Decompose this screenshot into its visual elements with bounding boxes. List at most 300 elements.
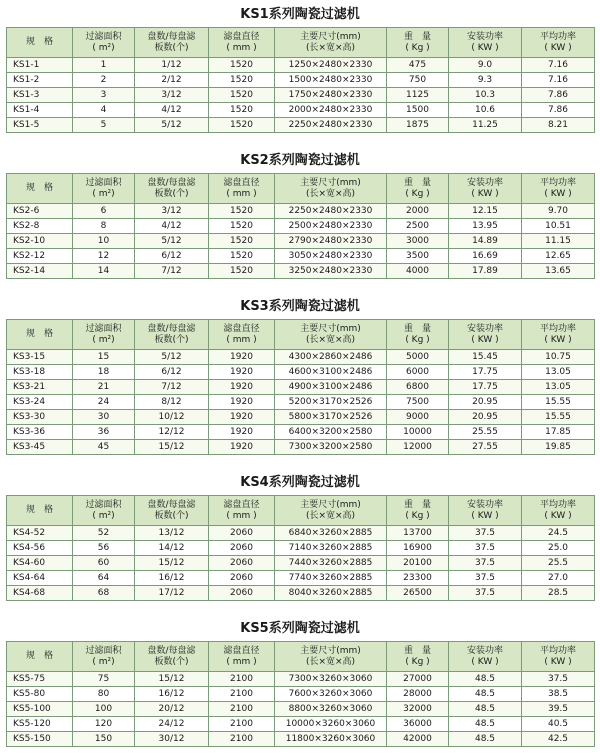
table-cell: 1500×2480×2330 <box>275 73 387 88</box>
table-cell: 2060 <box>209 571 275 586</box>
table-cell: 1920 <box>209 410 275 425</box>
table-cell: 39.5 <box>522 702 595 717</box>
column-header <box>73 496 135 526</box>
table-cell: KS4-52 <box>7 526 73 541</box>
table-cell: 36 <box>73 425 135 440</box>
column-header <box>387 28 449 58</box>
header-row <box>7 28 595 58</box>
table-cell: 37.5 <box>449 556 522 571</box>
section-title: KS2系列陶瓷过滤机 <box>240 153 360 168</box>
table-cell: 13.05 <box>522 380 595 395</box>
column-header <box>73 174 135 204</box>
spec-table <box>6 641 595 747</box>
column-header <box>73 28 135 58</box>
section-ks1 <box>6 6 594 133</box>
table-cell: 14/12 <box>135 541 209 556</box>
table-cell: 17/12 <box>135 586 209 601</box>
table-cell: 9000 <box>387 410 449 425</box>
table-cell: 120 <box>73 717 135 732</box>
column-header <box>522 320 595 350</box>
header-line: 滤盘直径 <box>223 31 260 42</box>
table-cell: 5800×3170×2526 <box>275 410 387 425</box>
table-cell: 1750×2480×2330 <box>275 88 387 103</box>
section-ks5 <box>6 620 594 747</box>
table-cell: 37.5 <box>449 586 522 601</box>
table-cell: KS2-12 <box>7 249 73 264</box>
table-cell: 3/12 <box>135 88 209 103</box>
table-cell: 750 <box>387 73 449 88</box>
table-row <box>7 395 595 410</box>
header-line: ( m²) <box>92 334 115 345</box>
table-cell: 7.16 <box>522 73 595 88</box>
header-line: 重 量 <box>403 177 431 188</box>
table-cell: 2100 <box>209 702 275 717</box>
table-cell: 15/12 <box>135 440 209 455</box>
header-line: 过滤面积 <box>85 323 122 334</box>
header-line: ( mm ) <box>226 188 257 199</box>
table-cell: 11800×3260×3060 <box>275 732 387 747</box>
table-cell: 17.75 <box>449 365 522 380</box>
table-cell: 5200×3170×2526 <box>275 395 387 410</box>
section-title: KS5系列陶瓷过滤机 <box>240 621 360 636</box>
header-line: 规 格 <box>25 329 53 339</box>
table-cell: 8 <box>73 219 135 234</box>
table-cell: 1520 <box>209 219 275 234</box>
table-cell: 150 <box>73 732 135 747</box>
table-cell: 10.75 <box>522 350 595 365</box>
section-ks4 <box>6 474 594 601</box>
table-cell: 4900×3100×2486 <box>275 380 387 395</box>
table-cell: 40.5 <box>522 717 595 732</box>
table-cell: 7300×3260×3060 <box>275 672 387 687</box>
header-line: 平均功率 <box>539 499 576 510</box>
table-cell: KS5-100 <box>7 702 73 717</box>
table-cell: 5/12 <box>135 234 209 249</box>
column-header <box>522 174 595 204</box>
table-cell: 37.5 <box>449 571 522 586</box>
column-header <box>275 320 387 350</box>
table-cell: 7140×3260×2885 <box>275 541 387 556</box>
table-row <box>7 687 595 702</box>
table-cell: 16900 <box>387 541 449 556</box>
header-line: ( KW ) <box>471 42 499 53</box>
header-line: (长×宽×高) <box>305 42 356 53</box>
header-line: ( mm ) <box>226 334 257 345</box>
table-cell: 13700 <box>387 526 449 541</box>
column-header <box>275 28 387 58</box>
header-line: 滤盘直径 <box>223 645 260 656</box>
table-cell: 7740×3260×2885 <box>275 571 387 586</box>
section-title: KS3系列陶瓷过滤机 <box>240 299 360 314</box>
table-cell: 6/12 <box>135 365 209 380</box>
table-cell: 2/12 <box>135 73 209 88</box>
table-cell: 9.0 <box>449 58 522 73</box>
table-cell: 10.51 <box>522 219 595 234</box>
table-row <box>7 350 595 365</box>
header-line: ( Kg ) <box>405 656 430 667</box>
header-line: 滤盘直径 <box>223 323 260 334</box>
table-cell: 3/12 <box>135 204 209 219</box>
header-line: 安装功率 <box>466 31 503 42</box>
header-line: ( KW ) <box>471 188 499 199</box>
table-cell: KS4-56 <box>7 541 73 556</box>
table-cell: 3500 <box>387 249 449 264</box>
table-row <box>7 88 595 103</box>
column-header <box>209 320 275 350</box>
table-row <box>7 702 595 717</box>
table-cell: 2250×2480×2330 <box>275 118 387 133</box>
header-line: 板数(个) <box>154 510 189 521</box>
table-cell: 37.5 <box>449 526 522 541</box>
table-cell: 48.5 <box>449 687 522 702</box>
column-header <box>135 320 209 350</box>
column-header <box>449 320 522 350</box>
table-cell: 13.65 <box>522 264 595 279</box>
column-header <box>7 320 73 350</box>
table-cell: 42000 <box>387 732 449 747</box>
table-cell: 45 <box>73 440 135 455</box>
table-cell: 16/12 <box>135 571 209 586</box>
table-cell: 6000 <box>387 365 449 380</box>
table-cell: 5000 <box>387 350 449 365</box>
table-cell: 2060 <box>209 526 275 541</box>
header-line: 板数(个) <box>154 42 189 53</box>
header-line: ( Kg ) <box>405 334 430 345</box>
table-cell: 19.85 <box>522 440 595 455</box>
header-line: 规 格 <box>25 505 53 515</box>
spec-table <box>6 319 595 455</box>
table-row <box>7 73 595 88</box>
table-cell: 4600×3100×2486 <box>275 365 387 380</box>
table-cell: KS3-24 <box>7 395 73 410</box>
table-cell: 25.5 <box>522 556 595 571</box>
table-cell: 25.55 <box>449 425 522 440</box>
header-line: 重 量 <box>403 323 431 334</box>
column-header <box>135 642 209 672</box>
table-row <box>7 249 595 264</box>
table-cell: 13/12 <box>135 526 209 541</box>
column-header <box>522 28 595 58</box>
table-cell: 60 <box>73 556 135 571</box>
header-line: 主要尺寸(mm) <box>300 499 361 510</box>
table-cell: 2100 <box>209 717 275 732</box>
table-row <box>7 204 595 219</box>
table-cell: 1875 <box>387 118 449 133</box>
table-cell: 37.5 <box>449 541 522 556</box>
table-cell: 1920 <box>209 425 275 440</box>
table-cell: 1250×2480×2330 <box>275 58 387 73</box>
table-row <box>7 365 595 380</box>
table-row <box>7 264 595 279</box>
header-line: ( m²) <box>92 42 115 53</box>
header-line: 规 格 <box>25 183 53 193</box>
table-cell: 2060 <box>209 556 275 571</box>
column-header <box>275 174 387 204</box>
header-line: ( KW ) <box>544 510 572 521</box>
header-line: ( Kg ) <box>405 510 430 521</box>
header-line: 主要尺寸(mm) <box>300 323 361 334</box>
table-cell: KS1-3 <box>7 88 73 103</box>
table-cell: 2000×2480×2330 <box>275 103 387 118</box>
table-cell: 4 <box>73 103 135 118</box>
header-line: ( KW ) <box>471 656 499 667</box>
table-cell: KS5-150 <box>7 732 73 747</box>
table-cell: 5/12 <box>135 118 209 133</box>
header-line: ( KW ) <box>544 42 572 53</box>
header-row <box>7 642 595 672</box>
column-header <box>73 642 135 672</box>
header-line: 盘数/每盘滤 <box>147 645 196 656</box>
table-cell: 100 <box>73 702 135 717</box>
column-header <box>7 642 73 672</box>
table-cell: 25.0 <box>522 541 595 556</box>
header-line: ( KW ) <box>471 334 499 345</box>
table-cell: 3000 <box>387 234 449 249</box>
table-row <box>7 425 595 440</box>
header-line: 安装功率 <box>466 323 503 334</box>
table-cell: 17.89 <box>449 264 522 279</box>
table-cell: 24 <box>73 395 135 410</box>
spec-table <box>6 27 595 133</box>
table-cell: 3050×2480×2330 <box>275 249 387 264</box>
header-line: ( m²) <box>92 656 115 667</box>
header-line: 主要尺寸(mm) <box>300 645 361 656</box>
table-cell: 30/12 <box>135 732 209 747</box>
header-line: ( mm ) <box>226 510 257 521</box>
header-row <box>7 174 595 204</box>
table-cell: KS2-6 <box>7 204 73 219</box>
header-line: 过滤面积 <box>85 177 122 188</box>
table-cell: 475 <box>387 58 449 73</box>
table-cell: KS3-45 <box>7 440 73 455</box>
table-cell: 64 <box>73 571 135 586</box>
section-title: KS1系列陶瓷过滤机 <box>240 7 360 22</box>
column-header <box>449 28 522 58</box>
header-line: 平均功率 <box>539 177 576 188</box>
table-cell: KS1-1 <box>7 58 73 73</box>
table-cell: 24.5 <box>522 526 595 541</box>
table-cell: KS4-64 <box>7 571 73 586</box>
table-cell: 4/12 <box>135 219 209 234</box>
table-cell: 21 <box>73 380 135 395</box>
table-cell: 10/12 <box>135 410 209 425</box>
table-cell: 9.3 <box>449 73 522 88</box>
header-row <box>7 496 595 526</box>
column-header <box>387 320 449 350</box>
column-header <box>209 496 275 526</box>
table-cell: 27.0 <box>522 571 595 586</box>
table-cell: 28000 <box>387 687 449 702</box>
table-cell: 7.86 <box>522 88 595 103</box>
header-line: (长×宽×高) <box>305 334 356 345</box>
column-header <box>135 28 209 58</box>
table-cell: 10 <box>73 234 135 249</box>
table-cell: 1520 <box>209 234 275 249</box>
table-row <box>7 541 595 556</box>
header-line: 滤盘直径 <box>223 177 260 188</box>
table-cell: 3 <box>73 88 135 103</box>
table-cell: 4000 <box>387 264 449 279</box>
table-cell: 1920 <box>209 440 275 455</box>
header-line: 主要尺寸(mm) <box>300 31 361 42</box>
header-line: 安装功率 <box>466 499 503 510</box>
table-cell: 17.75 <box>449 380 522 395</box>
table-cell: 36000 <box>387 717 449 732</box>
table-cell: 16.69 <box>449 249 522 264</box>
header-line: 过滤面积 <box>85 31 122 42</box>
header-line: (长×宽×高) <box>305 188 356 199</box>
table-cell: 12/12 <box>135 425 209 440</box>
header-line: 平均功率 <box>539 31 576 42</box>
table-cell: 1920 <box>209 350 275 365</box>
column-header <box>522 642 595 672</box>
table-cell: KS1-4 <box>7 103 73 118</box>
table-cell: 20.95 <box>449 410 522 425</box>
column-header <box>387 174 449 204</box>
table-cell: 1520 <box>209 118 275 133</box>
table-cell: 42.5 <box>522 732 595 747</box>
table-cell: 2000 <box>387 204 449 219</box>
table-cell: 80 <box>73 687 135 702</box>
header-line: 滤盘直径 <box>223 499 260 510</box>
table-cell: 6 <box>73 204 135 219</box>
header-line: ( mm ) <box>226 656 257 667</box>
column-header <box>209 28 275 58</box>
table-cell: 1920 <box>209 395 275 410</box>
table-row <box>7 717 595 732</box>
header-line: ( Kg ) <box>405 42 430 53</box>
column-header <box>275 496 387 526</box>
header-line: 盘数/每盘滤 <box>147 499 196 510</box>
table-row <box>7 219 595 234</box>
table-cell: 9.70 <box>522 204 595 219</box>
column-header <box>135 174 209 204</box>
table-row <box>7 118 595 133</box>
table-cell: KS5-120 <box>7 717 73 732</box>
table-cell: 38.5 <box>522 687 595 702</box>
table-cell: 1520 <box>209 73 275 88</box>
table-cell: 48.5 <box>449 717 522 732</box>
table-cell: 7300×3200×2580 <box>275 440 387 455</box>
header-line: ( KW ) <box>471 510 499 521</box>
table-cell: 2100 <box>209 732 275 747</box>
table-cell: 48.5 <box>449 672 522 687</box>
table-cell: 12.15 <box>449 204 522 219</box>
table-cell: KS3-15 <box>7 350 73 365</box>
table-cell: 10.6 <box>449 103 522 118</box>
table-cell: 8800×3260×3060 <box>275 702 387 717</box>
column-header <box>7 174 73 204</box>
table-cell: 52 <box>73 526 135 541</box>
column-header <box>387 642 449 672</box>
table-cell: 20100 <box>387 556 449 571</box>
table-cell: 1520 <box>209 103 275 118</box>
table-row <box>7 672 595 687</box>
table-cell: 2500×2480×2330 <box>275 219 387 234</box>
header-line: 重 量 <box>403 31 431 42</box>
spec-table <box>6 173 595 279</box>
table-cell: KS4-60 <box>7 556 73 571</box>
header-line: 板数(个) <box>154 334 189 345</box>
table-row <box>7 440 595 455</box>
column-header <box>387 496 449 526</box>
table-cell: KS1-5 <box>7 118 73 133</box>
table-cell: 2500 <box>387 219 449 234</box>
table-cell: 16/12 <box>135 687 209 702</box>
table-row <box>7 556 595 571</box>
table-cell: KS3-36 <box>7 425 73 440</box>
table-cell: KS4-68 <box>7 586 73 601</box>
column-header <box>7 28 73 58</box>
table-cell: KS2-14 <box>7 264 73 279</box>
header-line: 规 格 <box>25 651 53 661</box>
table-row <box>7 380 595 395</box>
table-cell: 13.05 <box>522 365 595 380</box>
table-row <box>7 571 595 586</box>
table-cell: 10.3 <box>449 88 522 103</box>
header-line: (长×宽×高) <box>305 510 356 521</box>
table-cell: 13.95 <box>449 219 522 234</box>
table-cell: 1 <box>73 58 135 73</box>
table-cell: 1520 <box>209 249 275 264</box>
table-cell: 12 <box>73 249 135 264</box>
table-cell: 56 <box>73 541 135 556</box>
column-header <box>7 496 73 526</box>
table-cell: 2 <box>73 73 135 88</box>
table-cell: 12000 <box>387 440 449 455</box>
table-cell: 7.16 <box>522 58 595 73</box>
table-cell: 37.5 <box>522 672 595 687</box>
table-cell: 2100 <box>209 687 275 702</box>
table-cell: 6840×3260×2885 <box>275 526 387 541</box>
table-row <box>7 410 595 425</box>
table-row <box>7 526 595 541</box>
table-cell: 1520 <box>209 58 275 73</box>
table-cell: 26500 <box>387 586 449 601</box>
table-cell: 1125 <box>387 88 449 103</box>
column-header <box>449 642 522 672</box>
table-cell: 15/12 <box>135 556 209 571</box>
table-cell: 68 <box>73 586 135 601</box>
table-cell: 2790×2480×2330 <box>275 234 387 249</box>
table-cell: 23300 <box>387 571 449 586</box>
table-cell: 12.65 <box>522 249 595 264</box>
section-ks2 <box>6 152 594 279</box>
header-row <box>7 320 595 350</box>
header-line: 过滤面积 <box>85 645 122 656</box>
table-row <box>7 586 595 601</box>
table-row <box>7 58 595 73</box>
header-line: 平均功率 <box>539 323 576 334</box>
table-cell: 1500 <box>387 103 449 118</box>
header-line: 安装功率 <box>466 177 503 188</box>
table-cell: 20/12 <box>135 702 209 717</box>
table-cell: 3250×2480×2330 <box>275 264 387 279</box>
table-cell: 1920 <box>209 365 275 380</box>
table-cell: 8/12 <box>135 395 209 410</box>
header-line: 规 格 <box>25 37 53 47</box>
table-cell: 15.55 <box>522 410 595 425</box>
spec-table <box>6 495 595 601</box>
table-cell: 28.5 <box>522 586 595 601</box>
table-cell: 7/12 <box>135 380 209 395</box>
table-cell: 7.86 <box>522 103 595 118</box>
table-cell: KS5-80 <box>7 687 73 702</box>
table-cell: 1520 <box>209 204 275 219</box>
table-cell: 2060 <box>209 541 275 556</box>
table-row <box>7 732 595 747</box>
header-line: 平均功率 <box>539 645 576 656</box>
